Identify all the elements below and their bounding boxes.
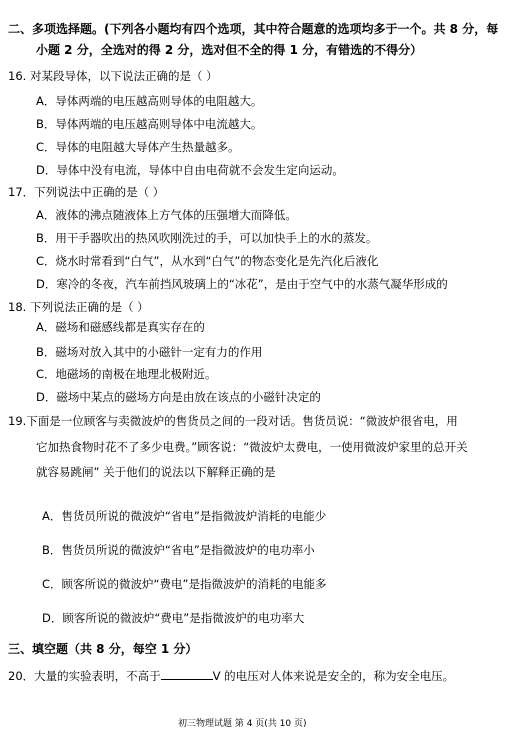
- section-3-heading: 三、填空题（共 8 分，每空 1 分）: [8, 642, 198, 656]
- question-18-option-c: C．地磁场的南极在地理北极附近。: [36, 367, 217, 381]
- question-19-option-d: D．顾客所说的微波炉“费电”是指微波炉的电功率大: [42, 611, 305, 625]
- answer-blank[interactable]: [161, 668, 213, 680]
- question-18-option-d: D．磁场中某点的磁场方向是由放在该点的小磁针决定的: [36, 390, 321, 404]
- question-16-option-d: D．导体中没有电流，导体中自由电荷就不会发生定向运动。: [36, 163, 344, 177]
- question-17-option-c: C．烧水时常看到“白气”，从水到“白气”的物态变化是先汽化后液化: [36, 254, 379, 268]
- question-17-option-a: A．液体的沸点随液体上方气体的压强增大而降低。: [36, 208, 297, 222]
- question-19-option-b: B．售货员所说的微波炉“省电”是指微波炉的电功率小: [42, 543, 315, 557]
- question-18-stem: 18. 下列说法正确的是（ ）: [8, 300, 149, 314]
- question-16-option-a: A．导体两端的电压越高则导体的电阻越大。: [36, 94, 263, 108]
- page-footer: 初三物理试题 第 4 页(共 10 页): [178, 719, 307, 729]
- question-18-option-a: A．磁场和磁感线都是真实存在的: [36, 320, 205, 334]
- section-heading-line1: 二、多项选择题。(下列各小题均有四个选项，其中符合题意的选项均多于一个。共 8 分，每: [8, 22, 499, 36]
- question-19-stem-line3: 就容易跳闸” 关于他们的说法以下解释正确的是: [36, 465, 276, 479]
- question-16-option-c: C．导体的电阻越大导体产生热量越多。: [36, 140, 240, 154]
- question-20-before-blank: 20．大量的实验表明，不高于: [8, 669, 161, 683]
- question-16-stem: 16. 对某段导体，以下说法正确的是（ ）: [8, 69, 218, 83]
- question-17-stem: 17．下列说法中正确的是（ ）: [8, 185, 165, 199]
- question-19-option-c: C．顾客所说的微波炉“费电”是指微波炉的消耗的电能多: [42, 577, 327, 591]
- question-17-option-b: B．用干手器吹出的热风吹刚洗过的手，可以加快手上的水的蒸发。: [36, 231, 378, 245]
- section-heading-line2: 小题 2 分，全选对的得 2 分，选对但不全的得 1 分，有错选的不得分）: [36, 43, 423, 57]
- question-20-after-blank: V 的电压对人体来说是安全的，称为安全电压。: [212, 669, 455, 683]
- question-20: [8, 668, 454, 683]
- question-19-stem-line2: 它加热食物时花不了多少电费。”顾客说：“微波炉太费电，一使用微波炉家里的总开关: [36, 440, 468, 454]
- question-17-option-d: D．寒冷的冬夜，汽车前挡风玻璃上的“冰花”，是由于空气中的水蒸气凝华形成的: [36, 277, 448, 291]
- question-16-option-b: B．导体两端的电压越高则导体中电流越大。: [36, 117, 263, 131]
- question-19-stem-line1: 19.下面是一位顾客与卖微波炉的售货员之间的一段对话。售货员说：“微波炉很省电，用: [8, 414, 458, 428]
- question-18-option-b: B．磁场对放入其中的小磁针一定有力的作用: [36, 345, 263, 359]
- question-19-option-a: A．售货员所说的微波炉“省电”是指微波炉消耗的电能少: [42, 509, 327, 523]
